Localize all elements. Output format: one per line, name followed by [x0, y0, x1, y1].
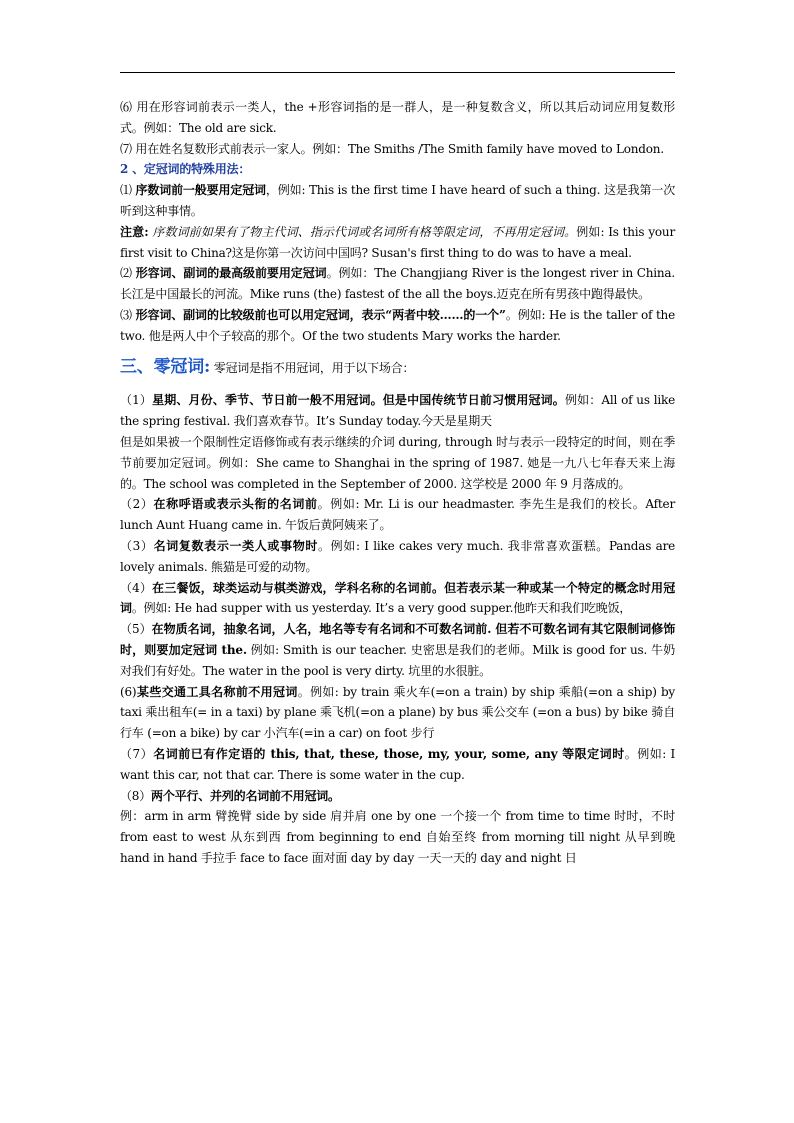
- rule-superlative: ⑵ 形容词、副词的最高级前要用定冠词。例如：The Changjiang River is the longest river in China. 长江是中国最长的河流。Mike runs (the) fastest of the all the boys.迈克在所有男孩中跑得最快。: [120, 266, 675, 302]
- zero-article-8-examples: 例：arm in arm 臂挽臂 side by side 肩并肩 one by one 一个接一个 from time to time 时时，不时 from east to west 从东到西 from beginning to end 自始至终 from morning till night 从早到晚 hand in hand 手拉手 face to face 面对面 day by day 一天一天的 day and night 日: [120, 809, 675, 865]
- zero-article-1-cont: 但是如果被一个限制性定语修饰或有表示继续的介词 during, through 时与表示一段特定的时间，则在季节前要加定冠词。例如：She came to Shanghai in the spring of 1987. 她是一九八七年春天来上海的。The school was completed in the September of 2000. 这学校是 2000 年 9 月落成的。: [120, 434, 675, 491]
- zero-article-8: （8）两个平行、并列的名词前不用冠词。: [120, 788, 340, 803]
- document-body: [120, 97, 675, 869]
- para-7: ⑺ 用在姓名复数形式前表示一家人。例如：The Smiths /The Smith family have moved to London.: [120, 141, 664, 156]
- para-6: ⑹ 用在形容词前表示一类人，the +形容词指的是一群人，是一种复数含义，所以其后动词应用复数形式。例如：The old are sick.: [120, 100, 675, 135]
- rule-ordinal: ⑴ 序数词前一般要用定冠词，例如: This is the first time I have heard of such a thing. 这是我第一次听到这种事情。: [120, 183, 675, 218]
- rule-comparative: ⑶ 形容词、副词的比较级前也可以用定冠词，表示“两者中较……的一个”。例如: He is the taller of the two. 他是两人中个子较高的那个。Of the two students Mary works the harder.: [120, 307, 675, 343]
- zero-article-3: （3）名词复数表示一类人或事物时。例如: I like cakes very much. 我非常喜欢蛋糕。Pandas are lovely animals. 熊猫是可爱的动物。: [120, 538, 676, 574]
- section-heading-3: 三、零冠词: 零冠词是指不用冠词，用于以下场合：: [120, 356, 415, 377]
- zero-article-6: (6)某些交通工具名称前不用冠词。例如: by train 乘火车(=on a train) by ship 乘船(=on a ship) by taxi 乘出租车(= in a taxi) by plane 乘飞机(=on a plane) by bus 乘公交车 (=on a bus) by bike 骑自行车 (=on a bike) by car 小汽车(=in a car) on foot 步行: [120, 684, 676, 741]
- zero-article-2: （2）在称呼语或表示头衔的名词前。例如: Mr. Li is our headmaster. 李先生是我们的校长。After lunch Aunt Huang came in. 午饭后黄阿姨来了。: [120, 497, 675, 533]
- header-rule: [120, 72, 675, 73]
- zero-article-1: （1）星期、月份、季节、节日前一般不用冠词。但是中国传统节日前习惯用冠词。例如：All of us like the spring festival. 我们喜欢春节。It’s Sunday today.今天是星期天: [120, 393, 675, 429]
- zero-article-5: （5）在物质名词，抽象名词，人名，地名等专有名词和不可数名词前. 但若不可数名词有其它限制词修饰时，则要加定冠词 the. 例如: Smith is our teacher. 史密思是我们的老师。Milk is good for us. 牛奶对我们有好处。The water in the pool is very dirty. 坑里的水很脏。: [120, 622, 675, 678]
- zero-article-7: （7）名词前已有作定语的 this, that, these, those, my, your, some, any 等限定词时。例如: I want this car, not that car. There is some water in the cup.: [120, 746, 675, 782]
- zero-article-4: （4）在三餐饭，球类运动与棋类游戏，学科名称的名词前。但若表示某一种或某一个特定的概念时用冠词。例如: He had supper with us yesterday. It’s a very good supper.他昨天和我们吃晚饭，: [120, 580, 675, 616]
- section-heading-2: 2 、定冠词的特殊用法：: [120, 162, 251, 177]
- note-paragraph: 注意: 序数词前如果有了物主代词、指示代词或名词所有格等限定词，不再用定冠词。例如: Is this your first visit to China?这是你第一次访问中国吗? Susan's first thing to do was to have a meal.: [120, 224, 675, 260]
